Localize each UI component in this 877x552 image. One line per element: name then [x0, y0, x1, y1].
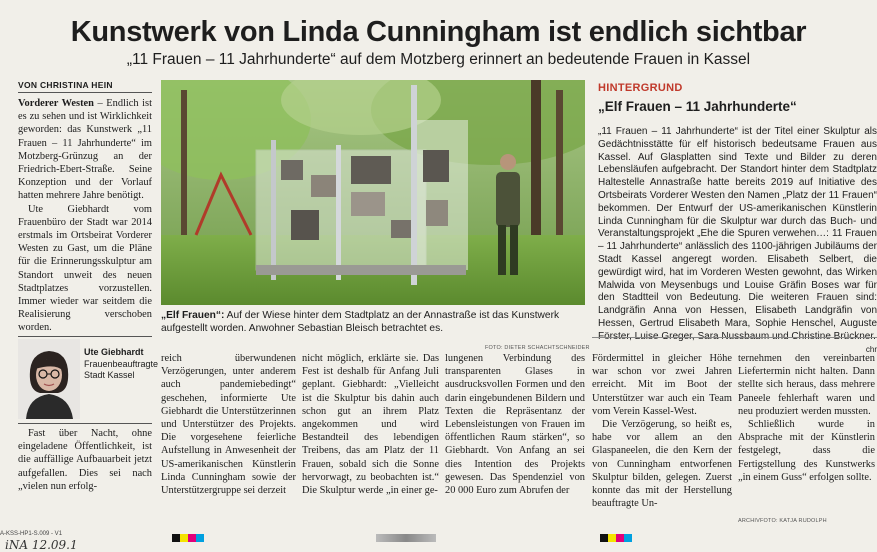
article-column-1	[18, 97, 152, 335]
color-marks-right	[600, 534, 632, 542]
portrait-divider-top	[18, 336, 152, 337]
byline-divider	[18, 92, 152, 93]
subheadline: „11 Frauen – 11 Jahrhunderte“ auf dem Motzberg erinnert an bedeutende Frauen in Kassel	[126, 51, 751, 68]
box-divider	[592, 337, 877, 338]
headline: Kunstwerk von Linda Cunningham ist endlich sichtbar	[70, 16, 807, 48]
byline: VON CHRISTINA HEIN	[18, 80, 113, 90]
caption-lead: „Elf Frauen“:	[161, 310, 225, 321]
article-column-4: lungenen Verbindung des transparenten Glases in ausdrucksvollen Formen und den darin eingebundenen Bildern und Texten die Repräsentanz der Lebensleistungen von Frauen im öffentlichen Raum stärken“, so Giebhardt. Von Anfang an sei dies Intention des Projekts gewesen. Das Spendenziel von 20 000 Euro zum Abrufen der	[445, 353, 585, 497]
portrait-caption	[84, 347, 159, 382]
paragraph: Fördermittel in gleicher Höhe war schon vor zwei Jahren erreicht. Mit im Boot der Unterstützer war auch ein Team vom Verein Kassel-West.	[592, 353, 732, 417]
article-photo	[161, 80, 585, 305]
paragraph: Fast über Nacht, ohne eingeladene Öffentlichkeit, ist die auffällige Aufbauarbeit jetzt aufgefallen. Dies sei nach „vielen nun erfolg-	[18, 428, 152, 492]
box-body: „11 Frauen – 11 Jahrhunderte“ ist der Titel einer Skulptur als Gedächtnisstätte für elf historisch bedeutsame Frauen aus Kassel. Auf Glasplatten sind Texte und Bilder zu deren Lebensläufen aufgebracht. Der Standort hinter dem Stadtplatz Haltestelle Annastraße hatte bereits 2019 auf Initiative des Ortsbeirats Vorderer Westen den Namen „Platz der 11 Frauen“ bekommen. Der Entwurf der US-amerikanischen Künstlerin Linda Cunningham für die Skulptur war durch das Buch- und Veranstaltungsprojekt „Ehe die Spuren verwehen…: 11 Frauen – 11 Jahrhunderte“ anlässlich des 1100-jährigen Jubiläums der Stadt Kassel angeregt worden. Elisabeth Selbert, die gewürdigt wird, hat im Vorderen Westen gewohnt, das Wirken Malwida von Meysenbugs und Louise Gräfin Boses war für den Stadtteil von Bedeutung. Die weiteren Frauen sind: Landgräfin Anna von Hessen, Elisabeth Landgräfin von Hessen, Gertrud Elisabeth Mara, Sophie Henschel, Auguste Förster, Luise Greger, Sara Nussbaum und Christine Brückner.	[598, 126, 877, 342]
paragraph: Schließlich wurde in Absprache mit der Künstlerin festgelegt, dass die Fertigstellung des Kunstwerks „in einem Guss“ erfolgen sollte.	[738, 419, 875, 483]
paragraph: Die Verzögerung, so heißt es, habe vor allem an den Glaspaneelen, die den Kern der von Cunningham entworfenen Skulptur bilden, gelegen. Zuerst konnte das mit der Herstellung beauftragte Un-	[592, 419, 732, 510]
article-column-6	[738, 352, 875, 484]
photo-caption	[161, 310, 585, 335]
box-text	[598, 126, 877, 356]
caption-text: Auf der Wiese hinter dem Stadtplatz an der Annastraße ist das Kunstwerk aufgestellt worden. Anwohner Sebastian Bleisch betrachtet es.	[161, 310, 560, 334]
article-column-5	[592, 352, 732, 510]
box-title: „Elf Frauen – 11 Jahrhunderte“	[598, 99, 797, 114]
photo-credit: FOTO: DIETER SCHACHTSCHNEIDER	[485, 345, 590, 351]
portrait-photo	[18, 339, 80, 419]
paragraph: Ute Giebhardt vom Frauenbüro der Stadt war 2014 erstmals im Ortsbeirat Vorderer Westen zu Gast, um die Pläne für die Erinnerungsskulptur am Standort unweit des neuen Stadtplatzes vorzustellen. Immer wieder war seitdem die Realisierung verschoben worden.	[18, 203, 152, 334]
handwritten-note: iNA 12.09.1	[5, 538, 78, 552]
article-column-2: reich überwundenen Verzögerungen, unter anderem auch pandemiebedingt“ geschehen, informierte Ute Giebhardt die Unterstützerinnen und Unterstützer des Projekts. Die vorgesehene feierliche Aufstellung in Anwesenheit der US-amerikanischen Künstlerin Linda Cunningham sowie der Unterstützergruppe sei derzeit	[161, 353, 296, 497]
portrait-divider-bottom	[18, 423, 152, 424]
paragraph: – Endlich ist es zu sehen und ist Wirklichkeit geworden: das Kunstwerk „11 Frauen – 11 Jahrhunderte“ im Motzberg-Grünzug an der Friedrich-Ebert-Straße. Seine Konzeption und der Vorlauf hatten mehrere Jahre benötigt.	[18, 98, 152, 202]
article-column-3: nicht möglich, erklärte sie. Das Fest ist deshalb für Anfang Juli geplant. Giebhardt: „Vielleicht ist die Skulptur bis dahin auch schon gut an ihrem Platz angekommen und wird Bestandteil des lebendigen Treibens, das am Platz der 11 Frauen, sobald sich die Sonne hervorwagt, zu beobachten ist.“ Die Skulptur werde „in einer ge-	[302, 353, 439, 497]
archive-credit: ARCHIVFOTO: KATJA RUDOLPH	[738, 518, 827, 524]
print-slug: A-KSS-HP1-S.009 - V1	[0, 531, 63, 537]
color-marks-left	[172, 534, 204, 542]
dateline: Vorderer Westen	[18, 98, 94, 109]
article-column-1-continued	[18, 427, 152, 493]
box-author: chr	[865, 344, 877, 354]
portrait-name: Ute Giebhardt	[84, 347, 144, 357]
portrait-role: Frauenbeauftragte Stadt Kassel	[84, 358, 159, 380]
box-kicker: HINTERGRUND	[598, 82, 683, 94]
paragraph: ternehmen den vereinbarten Liefertermin nicht halten. Dann stellte sich heraus, dass mehrere Paneele fehlerhaft waren und neu produziert werden mussten.	[738, 353, 875, 417]
grey-registration-mark	[376, 534, 436, 542]
